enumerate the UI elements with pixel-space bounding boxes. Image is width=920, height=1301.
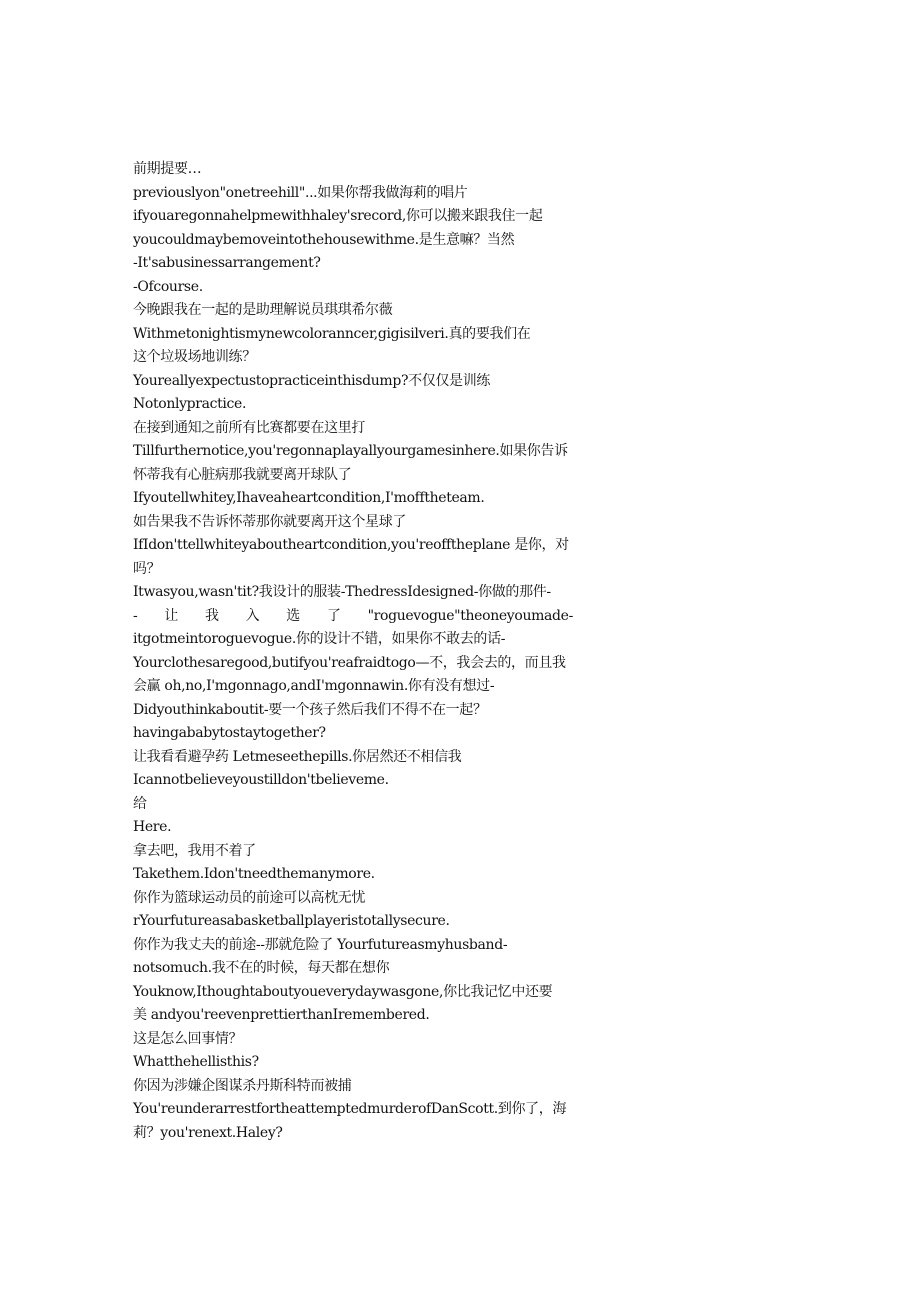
text-line: 你作为我丈夫的前途--那就危险了 Yourfutureasmyhusband-: [133, 936, 508, 953]
text-line: 这个垃圾场地训练？: [133, 349, 256, 365]
text-line: 美 andyou'reevenprettierthanIremembered.: [133, 1007, 430, 1023]
text-line: 这是怎么回事情？: [133, 1030, 243, 1047]
text-line: notsomuch.我不在的时候，每天都在想你: [133, 960, 390, 976]
text-line: Icannotbelieveyoustilldon'tbelieveme.: [133, 772, 389, 788]
text-line: youcouldmaybemoveintothehousewithme.是生意嘛？当然: [133, 231, 515, 248]
text-fragment: -: [133, 607, 138, 624]
text-line: Withmetonightismynewcoloranncer,gigisilveri.真的要我们在: [133, 325, 531, 342]
text-line: havingababytostaytogether?: [133, 725, 326, 741]
text-line: -It'sabusinessarrangement?: [133, 255, 321, 271]
text-line: Youreallyexpectustopracticeinthisdump?不仅仅是训练: [133, 372, 491, 389]
text-line: previouslyon"onetreehill"...如果你帮我做海莉的唱片: [133, 184, 468, 201]
text-line: You'reunderarrestfortheattemptedmurderofDanScott.到你了，海: [133, 1101, 567, 1117]
text-fragment: 我: [205, 607, 219, 624]
text-line: 吗？: [133, 560, 161, 577]
text-line: Youknow,Ithoughtaboutyoueverydaywasgone,你比我记忆中还要: [133, 983, 553, 1000]
document-body: [133, 158, 573, 1145]
text-fragment: 了: [326, 607, 341, 624]
text-line: Notonlypractice.: [133, 396, 247, 412]
text-line: 拿去吧，我用不着了: [133, 842, 256, 859]
text-line: ifyouaregonnahelpmewithhaley'srecord,你可以搬来跟我住一起: [133, 208, 543, 224]
text-line-justified: [133, 605, 573, 629]
text-line: 在接到通知之前所有比赛都要在这里打: [133, 419, 366, 436]
text-line: 给: [133, 795, 147, 812]
text-line: Ifyoutellwhitey,Ihaveaheartcondition,I'mofftheteam.: [133, 490, 485, 506]
text-line: 让我看看避孕药 Letmeseethepills.你居然还不相信我: [133, 748, 462, 765]
text-line: Takethem.Idon'tneedthemanymore.: [133, 866, 375, 882]
text-line: Here.: [133, 819, 172, 835]
text-line: 如告果我不告诉怀蒂那你就要离开这个星球了: [133, 513, 406, 530]
text-line: Whatthehellisthis?: [133, 1054, 259, 1070]
text-line: Yourclothesaregood,butifyou'reafraidtogo—不，我会去的，而且我: [133, 654, 566, 671]
text-fragment: 入: [245, 607, 260, 624]
text-line: Tillfurthernotice,you'regonnaplayallyourgamesinhere.如果你告诉: [133, 443, 568, 459]
text-line: 你作为篮球运动员的前途可以高枕无忧: [133, 889, 366, 906]
text-fragment: 选: [286, 607, 300, 624]
text-line: 你因为涉嫌企图谋杀丹斯科特而被捕: [133, 1077, 352, 1094]
text-line: 会赢 oh,no,I'mgonnago,andI'mgonnawin.你有没有想过-: [133, 678, 495, 694]
text-line: IfIdon'ttellwhiteyaboutheartcondition,you'reofftheplane 是你，对: [133, 537, 569, 553]
text-line: Itwasyou,wasn'tit?我设计的服装-ThedressIdesigned-你做的那件-: [133, 584, 551, 600]
text-line: rYourfutureasabasketballplayeristotallysecure.: [133, 913, 450, 929]
text-line: 怀蒂我有心脏病那我就要离开球队了: [133, 466, 352, 483]
text-fragment: "roguevogue"theoneyoumade-: [367, 607, 573, 624]
text-fragment: 让: [164, 607, 179, 624]
text-line: -Ofcourse.: [133, 278, 203, 295]
text-line: 前期提要…: [133, 161, 202, 177]
text-line: itgotmeintoroguevogue.你的设计不错，如果你不敢去的话-: [133, 631, 506, 647]
text-line: 莉？you'renext.Haley?: [133, 1124, 283, 1141]
text-line: 今晚跟我在一起的是助理解说员琪琪希尔薇: [133, 302, 393, 318]
text-line: Didyouthinkaboutit-要一个孩子然后我们不得不在一起？: [133, 701, 487, 718]
